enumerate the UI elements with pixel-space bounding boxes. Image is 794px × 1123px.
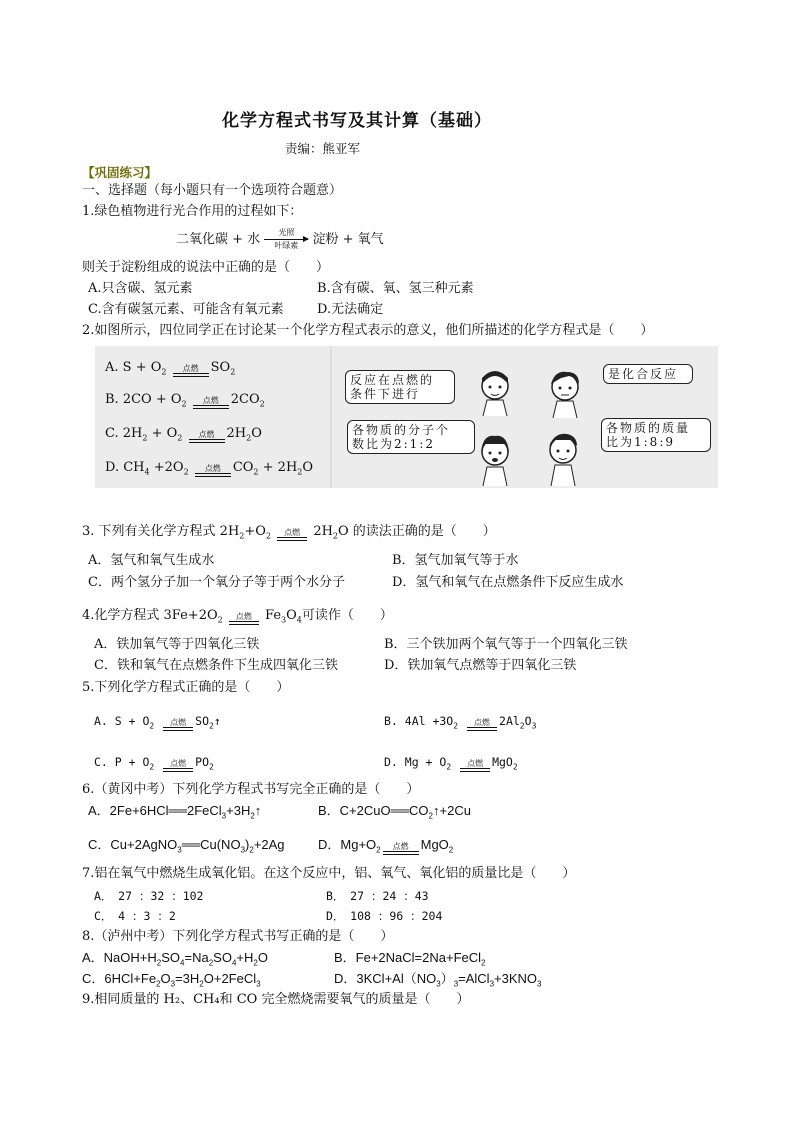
q1-eq-right: 淀粉 + 氧气 (312, 232, 384, 247)
q4-option-a: A．铁加氧气等于四氧化三铁 (94, 637, 260, 652)
q2-eq-c: C. $2H_2 + O_2$ 点燃 $2H_2O$ (105, 426, 262, 443)
q7-option-c: C． 4 ：3 ：2 (94, 909, 176, 923)
q2-eq-a: A. $S + O_2$ 点燃 $SO_2$ (105, 360, 236, 377)
q4-option-b: B．三个铁加两个氧气等于一个四氧化三铁 (384, 637, 628, 652)
q5-option-b: B. $4Al +3O_2$ 点燃 $2Al_2O_3$ (384, 714, 537, 731)
part-heading: 一、选择题（每小题只有一个选项符合题意） (82, 183, 343, 198)
bubble-3: 各物质的分子个 数比为2:1:2 (347, 420, 475, 454)
q4-stem: 4.化学方程式 $3Fe+2O_2$ 点燃 $Fe_3O_4$可读作（ ） (82, 608, 393, 625)
q2-eq-d: D. $CH_4 +2O_2$ 点燃 $CO_2 + 2H_2O$ (105, 460, 314, 477)
q5-option-d: D. $Mg + O_2$ 点燃 MgO$_2$ (384, 755, 518, 772)
q4-option-c: C．铁和氧气在点燃条件下生成四氧化三铁 (94, 658, 338, 673)
q1-arrow (264, 228, 308, 251)
q1-option-a: A.只含碳、氢元素 (88, 281, 193, 296)
q6-option-c: C．$Cu+2AgNO_3══Cu(NO_3)_2+2Ag$ (88, 837, 285, 855)
q3-stem: 3. 下列有关化学方程式 $2H_2+O_2$ 点燃 $2H_2O$ 的读法正确的是（ ） (82, 524, 496, 541)
q1-arrow-bottom: 叶绿素 (274, 241, 299, 250)
q3-option-c: C．两个氢分子加一个氧分子等于两个水分子 (88, 575, 345, 590)
student-boy-1-icon (545, 366, 585, 418)
q1-arrow-top: 光照 (278, 228, 295, 237)
q2-stem: 2.如图所示，四位同学正在讨论某一个化学方程式表示的意义，他们所描述的化学方程式是（ ） (82, 323, 654, 338)
bubble-4: 各物质的质量 比为1:8:9 (601, 418, 711, 452)
student-girl-1-icon (475, 366, 515, 416)
q1-option-c: C.含有碳氢元素、可能含有氧元素 (88, 302, 284, 317)
editor-line: 责编：熊亚军 (285, 141, 361, 156)
q8-option-a: A．$NaOH+H_2SO_4=Na_2SO_4+H_2O$ (82, 950, 268, 968)
q3-option-d: D．氢气和氧气在点燃条件下反应生成水 (392, 575, 624, 590)
q7-option-b: B． 27 ：24 ：43 (326, 889, 429, 903)
q7-option-d: D． 108 ：96 ：204 (326, 909, 443, 923)
bubble-1: 反应在点燃的 条件下进行 (345, 370, 455, 404)
q9-stem: 9.相同质量的 H₂、CH₄和 CO 完全燃烧需要氧气的质量是（ ） (82, 992, 470, 1007)
section-heading: 【巩固练习】 (82, 165, 158, 180)
q6-option-b: B．$C+2CuO══CO_2↑+2Cu$ (318, 803, 471, 821)
page-title: 化学方程式书写及其计算（基础） (222, 111, 492, 131)
q1-stem: 1.绿色植物进行光合作用的过程如下： (82, 204, 303, 219)
student-girl-2-icon (475, 430, 515, 486)
q5-option-c: C. $P + O_2$ 点燃 $PO_2$ (94, 755, 214, 772)
q6-option-d: D．$Mg+O_2$ 点燃 MgO$_2$ (318, 837, 454, 855)
q4-option-d: D．铁加氧气点燃等于四氧化三铁 (384, 658, 577, 673)
q5-option-a: A. $S + O_2$ 点燃 $SO_2↑$ (94, 714, 221, 731)
q8-option-d: D．$3KCl+Al(NO_3)_3=AlCl_3+3KNO_3$ (334, 971, 542, 989)
q8-stem: 8.（泸州中考）下列化学方程式书写正确的是（ ） (82, 929, 394, 944)
q6-stem: 6.（黄冈中考）下列化学方程式书写完全正确的是（ ） (82, 782, 420, 797)
q2-eq-b: B. $2CO + O_2$ 点燃 $2CO_2$ (105, 392, 265, 409)
student-boy-2-icon (543, 428, 583, 486)
q3-option-a: A．氢气和氧气生成水 (88, 553, 215, 568)
q8-option-b: B．Fe+2NaCl=2Na+FeCl$_2$ (334, 950, 486, 968)
bubble-2: 是化合反应 (603, 364, 693, 384)
q2-figure (95, 346, 718, 488)
q1-ask: 则关于淀粉组成的说法中正确的是（ ） (82, 260, 330, 275)
q5-stem: 5.下列化学方程式正确的是（ ） (82, 680, 290, 695)
q7-stem: 7.铝在氧气中燃烧生成氧化铝。在这个反应中，铝、氧气、氧化铝的质量比是（ ） (82, 866, 576, 881)
q1-option-d: D.无法确定 (317, 302, 384, 317)
q8-option-c: C．$6HCl+Fe_2O_3=3H_2O+2FeCl_3$ (82, 971, 261, 989)
q3-option-b: B．氢气加氧气等于水 (392, 553, 519, 568)
q1-eq-left: 二氧化碳 + 水 (176, 232, 261, 247)
q7-option-a: A． 27 ：32 ：102 (94, 889, 204, 903)
q1-equation (176, 228, 384, 251)
q6-option-a: A．$2Fe+6HCl══2FeCl_3+3H_2↑$ (88, 803, 262, 821)
q1-option-b: B.含有碳、氧、氢三种元素 (317, 281, 474, 296)
